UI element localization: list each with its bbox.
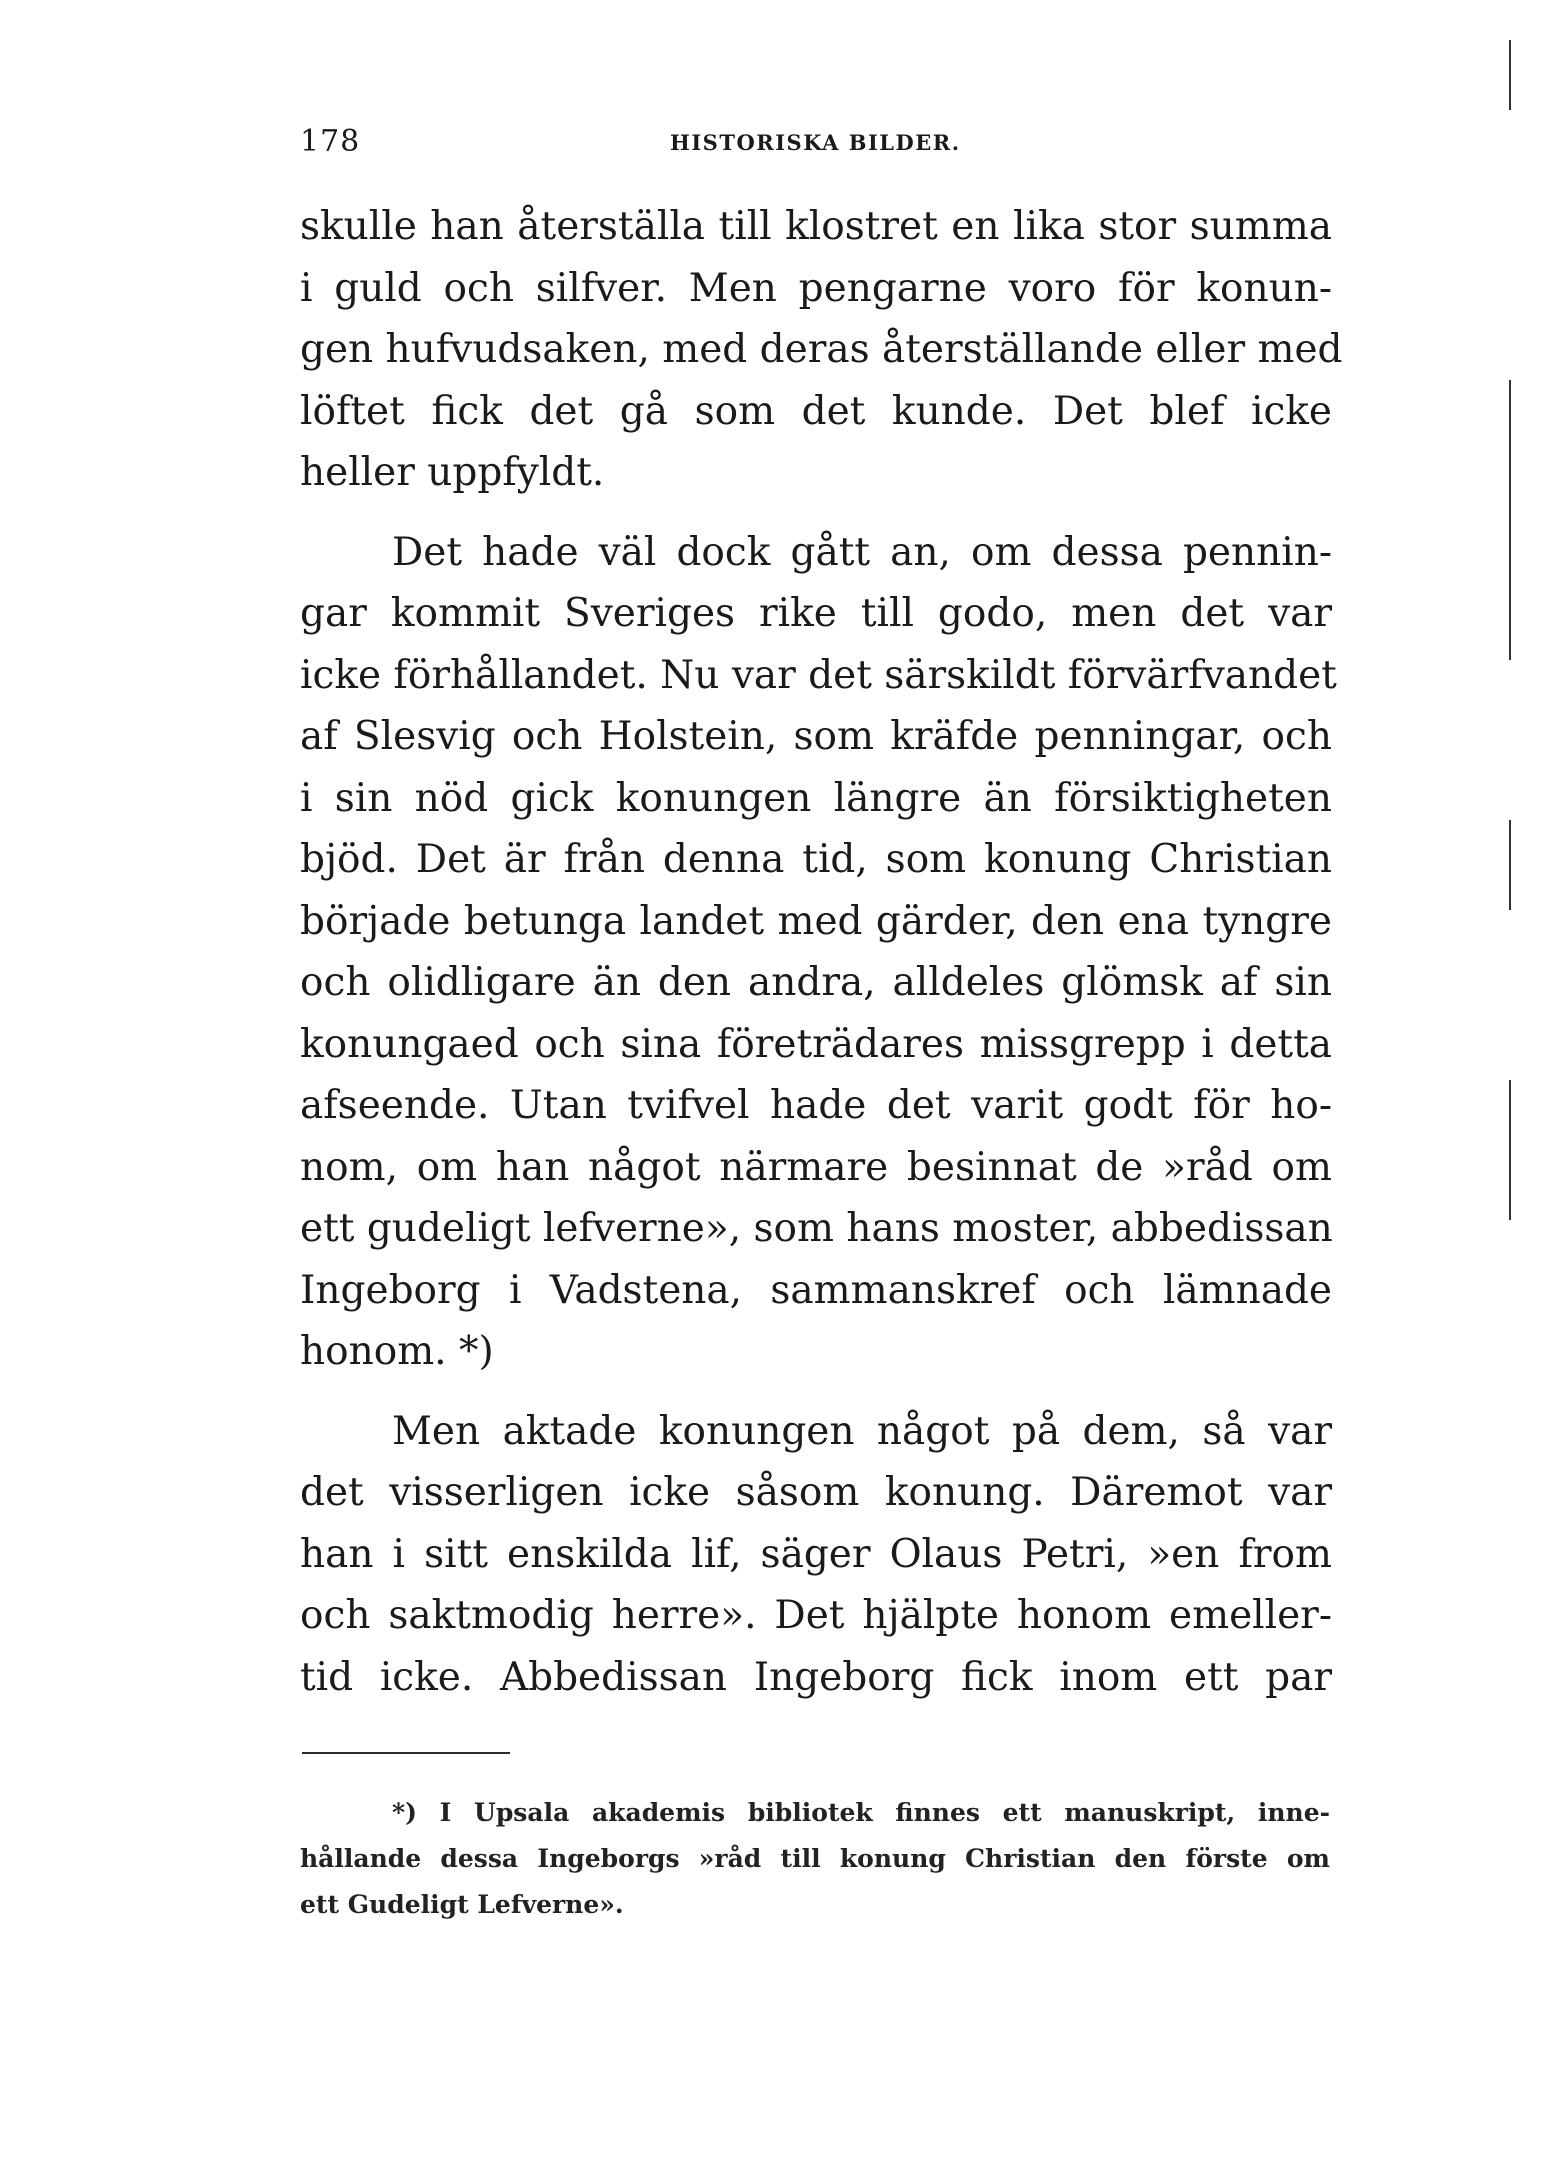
running-head-title: HISTORISKA BILDER. <box>670 130 961 155</box>
scan-edge-mark <box>1509 40 1511 110</box>
text-line: nom, om han något närmare besinnat de »råd om <box>300 1144 1332 1190</box>
text-line: bjöd. Det är från denna tid, som konung Christian <box>300 837 1332 882</box>
text-line: gen hufvudsaken, med deras återställande eller med <box>300 327 1343 372</box>
footnote-rule <box>302 1752 510 1754</box>
paragraph <box>300 1401 1332 1709</box>
page-number: 178 <box>300 124 361 159</box>
running-head <box>300 124 1330 160</box>
text-line: började betunga landet med gärder, den ena tyngre <box>300 898 1332 944</box>
text-line: icke förhållandet. Nu var det särskildt förvärfvandet <box>300 652 1337 698</box>
text-line: och saktmodig herre». Det hjälpte honom emeller- <box>300 1593 1332 1638</box>
footnote <box>300 1790 1330 1928</box>
text-line: löftet fick det gå som det kunde. Det blef icke <box>300 388 1332 434</box>
paragraph <box>300 522 1337 1383</box>
scan-edge-mark <box>1509 380 1511 660</box>
text-line: ett gudeligt lefverne», som hans moster, abbedissan <box>300 1206 1333 1251</box>
footnote-line: *) I Upsala akademis bibliotek finnes ett manuskript, inne- <box>392 1798 1330 1827</box>
text-line: af Slesvig och Holstein, som kräfde penningar, och <box>300 714 1332 759</box>
footnote-line: hållande dessa Ingeborgs »råd till konung Christian den förste om <box>300 1844 1330 1873</box>
text-line: honom. *) <box>300 1329 494 1374</box>
text-line: tid icke. Abbedissan Ingeborg fick inom ett par <box>300 1654 1332 1700</box>
text-line: skulle han återställa till klostret en lika stor summa <box>300 204 1332 249</box>
text-line: afseende. Utan tvifvel hade det varit godt för ho- <box>300 1083 1332 1128</box>
text-line: Men aktade konungen något på dem, så var <box>392 1408 1332 1454</box>
text-line: Det hade väl dock gått an, om dessa pennin- <box>392 529 1332 575</box>
text-line: i sin nöd gick konungen längre än försiktigheten <box>300 775 1332 821</box>
text-line: han i sitt enskilda lif, säger Olaus Petri, »en from <box>300 1531 1332 1577</box>
scan-edge-mark <box>1509 820 1511 910</box>
text-line: Ingeborg i Vadstena, sammanskref och lämnade <box>300 1267 1332 1313</box>
body-text <box>300 196 1343 1708</box>
text-line: och olidligare än den andra, alldeles glömsk af sin <box>300 960 1332 1005</box>
footnote-line: ett Gudeligt Lefverne». <box>300 1890 624 1919</box>
text-line: konungaed och sina företrädares missgrepp i detta <box>300 1021 1332 1067</box>
text-line: i guld och silfver. Men pengarne voro för konun- <box>300 265 1332 311</box>
paragraph <box>300 196 1343 504</box>
text-line: gar kommit Sveriges rike till godo, men det var <box>300 591 1332 636</box>
text-line: det visserligen icke såsom konung. Däremot var <box>300 1470 1332 1515</box>
scan-edge-mark <box>1509 1080 1511 1220</box>
text-line: heller uppfyldt. <box>300 450 605 495</box>
